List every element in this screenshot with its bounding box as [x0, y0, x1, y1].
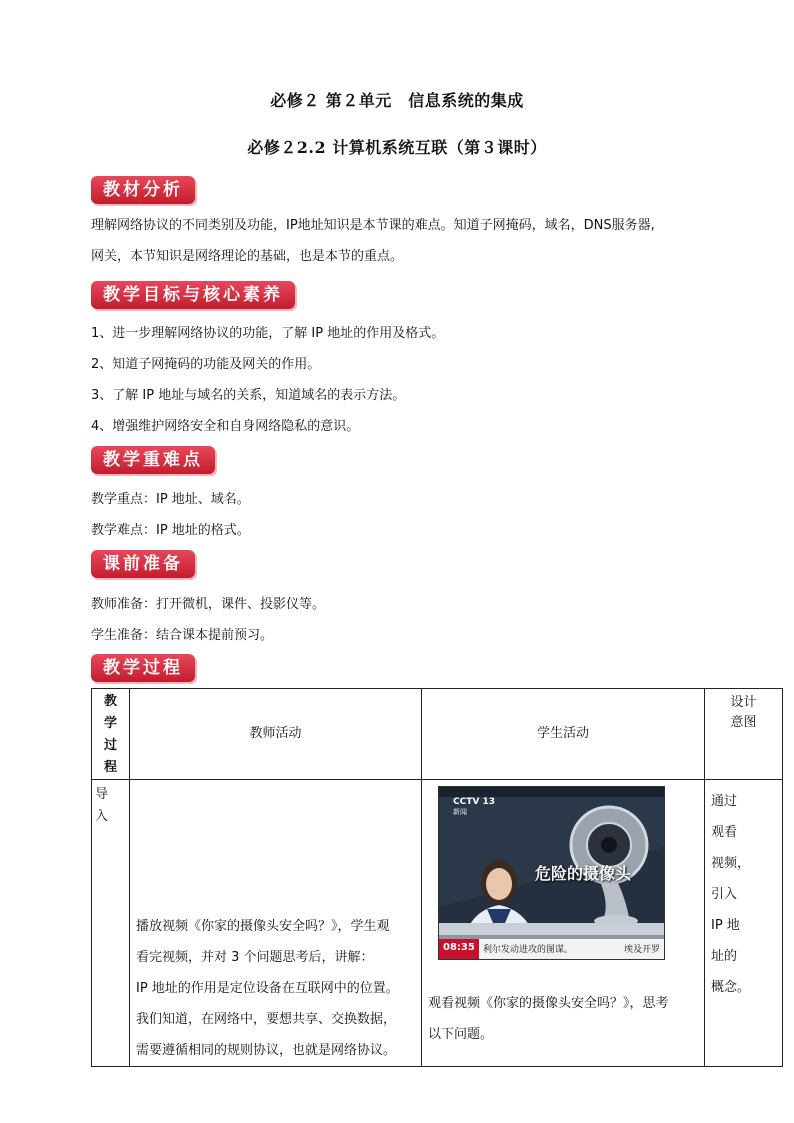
video-ticker-right: 埃及开罗	[623, 945, 660, 955]
channel-logo: CCTV 13 新闻	[453, 797, 495, 816]
doc-title-line2: 必修２2.2 计算机系统互联（第３课时）	[247, 138, 547, 157]
goal-item: 1、进一步理解网络协议的功能，了解 IP 地址的作用及格式。	[91, 326, 445, 341]
student-line: 以下问题。	[428, 1027, 494, 1042]
intent-line: 视频，	[711, 856, 751, 871]
header-intent-part: 意图	[730, 715, 757, 730]
analysis-text	[91, 210, 711, 272]
video-headline: 危险的摄像头	[535, 864, 632, 883]
intent-line: 址的	[711, 949, 738, 964]
teacher-prep-text: 教师准备：打开微机，课件、投影仪等。	[91, 597, 326, 612]
header-stage-char: 过	[103, 738, 117, 753]
header-stage-char: 学	[103, 716, 117, 731]
section-badge-keypoints: 教学重难点	[91, 446, 215, 474]
intent-line: 引入	[711, 887, 738, 902]
analysis-line-2: 网关，本节知识是网络理论的基础，也是本节的重点。	[91, 249, 404, 264]
header-stage-char: 教	[103, 694, 117, 709]
teacher-line: 播放视频《你家的摄像头安全吗？》，学生观	[136, 919, 390, 934]
teacher-line: 看完视频，并对 3 个问题思考后，讲解：	[136, 950, 374, 965]
section-badge-goals: 教学目标与核心素养	[91, 281, 295, 309]
teacher-line: 需要遵循相同的规则协议，也就是网络协议。	[136, 1043, 397, 1058]
header-stage	[92, 689, 130, 780]
student-prep-text: 学生准备：结合课本提前预习。	[91, 628, 274, 643]
key-point-text: 教学重点：IP 地址、域名。	[91, 492, 250, 507]
doc-title-line1: 必修２ 第２单元 信息系统的集成	[270, 91, 524, 110]
header-teacher-activity: 教师活动	[130, 689, 422, 780]
header-student-activity: 学生活动	[422, 689, 705, 780]
section-badge-analysis: 教材分析	[91, 176, 195, 204]
video-time: 08:35	[443, 942, 475, 953]
video-screenshot	[438, 786, 665, 960]
intent-line: IP 地	[711, 918, 740, 933]
design-intent-cell	[705, 780, 783, 1067]
analysis-line-1: 理解网络协议的不同类别及功能，IP地址知识是本节课的难点。知道子网掩码，域名，DNS服务器,	[91, 218, 655, 233]
teacher-activity-cell	[130, 780, 422, 1067]
intent-line: 观看	[711, 825, 738, 840]
video-ticker: 利尔发动进攻的图谋。	[483, 945, 574, 955]
header-stage-char: 程	[103, 760, 117, 775]
table-row	[92, 780, 783, 1067]
teaching-process-table	[91, 688, 783, 1067]
header-intent-part: 设计	[730, 695, 757, 710]
difficult-point-text: 教学难点：IP 地址的格式。	[91, 523, 250, 538]
goal-item: 3、了解 IP 地址与域名的关系，知道域名的表示方法。	[91, 388, 406, 403]
student-activity-cell	[422, 780, 705, 1067]
intent-line: 通过	[711, 794, 738, 809]
stage-char: 导	[95, 787, 109, 802]
teacher-line: IP 地址的作用是定位设备在互联网中的位置。	[136, 981, 399, 996]
intent-line: 概念。	[711, 980, 751, 995]
section-badge-process: 教学过程	[91, 654, 195, 682]
goal-item: 4、增强维护网络安全和自身网络隐私的意识。	[91, 419, 360, 434]
stage-cell	[92, 780, 130, 1067]
student-line: 观看视频《你家的摄像头安全吗？》，思考	[428, 996, 669, 1011]
stage-char: 入	[95, 809, 109, 824]
table-header-row	[92, 689, 783, 780]
header-design-intent	[705, 689, 783, 780]
section-badge-prep: 课前准备	[91, 550, 195, 578]
teacher-line: 我们知道，在网络中，要想共享、交换数据，	[136, 1012, 397, 1027]
goal-item: 2、知道子网掩码的功能及网关的作用。	[91, 357, 321, 372]
